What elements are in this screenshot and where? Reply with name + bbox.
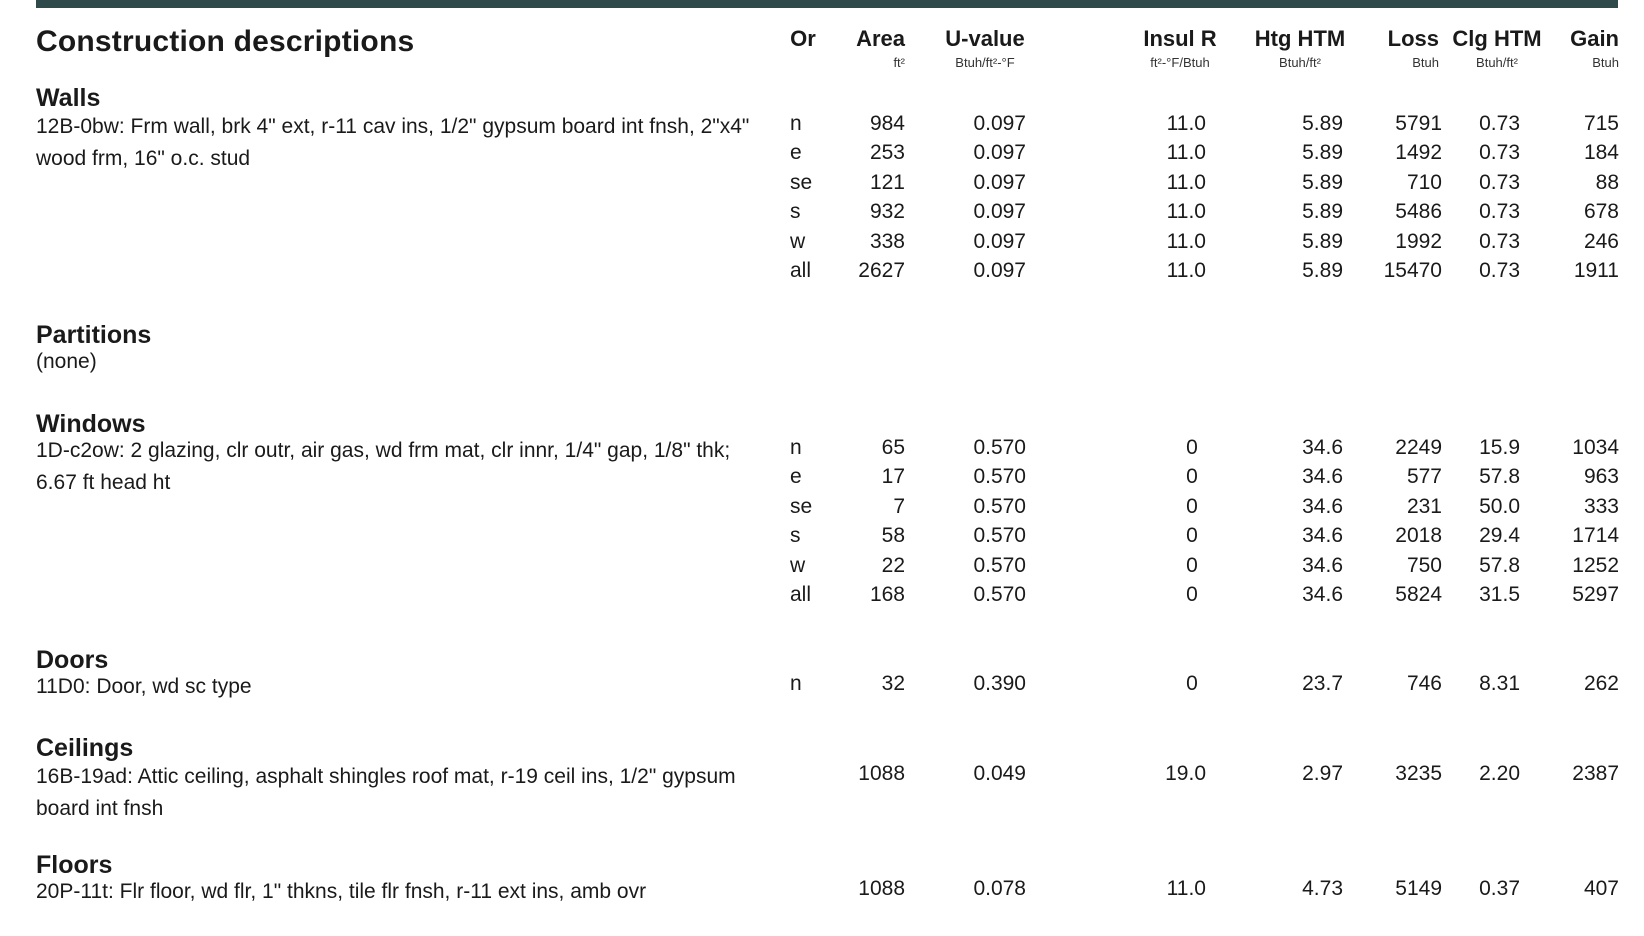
table-cell: 710 — [1406, 170, 1442, 194]
table-cell: 5.89 — [1302, 112, 1343, 135]
table-cell: 0 — [1186, 672, 1198, 695]
section-heading: Floors — [36, 851, 113, 879]
section-heading: Ceilings — [36, 734, 134, 762]
table-cell: 0.097 — [973, 170, 1026, 194]
column-header: Clg HTM — [1452, 26, 1542, 51]
section-heading: Walls — [36, 84, 101, 112]
table-cell: 11.0 — [1166, 112, 1206, 135]
table-cell: w — [790, 229, 806, 253]
table-cell: 5.89 — [1302, 141, 1343, 165]
table-cell: 88 — [1595, 170, 1619, 194]
table-cell: 5297 — [1572, 583, 1619, 606]
table-cell: e — [790, 141, 802, 165]
section-description: 20P-11t: Flr floor, wd flr, 1" thkns, tile flr fnsh, r-11 ext ins, amb ovr — [36, 880, 647, 903]
table-cell: 0.73 — [1479, 170, 1520, 194]
table-cell: 253 — [869, 141, 905, 165]
table-cell: 0 — [1186, 553, 1198, 577]
table-cell: 3235 — [1395, 762, 1442, 785]
column-header: Gain — [1570, 26, 1619, 51]
table-cell: 11.0 — [1166, 229, 1206, 253]
column-header: U-value — [945, 26, 1025, 51]
table-cell: 2249 — [1395, 436, 1442, 459]
table-cell: 0 — [1186, 494, 1198, 518]
table-cell: 0.097 — [973, 200, 1026, 224]
page-title: Construction descriptions — [36, 25, 415, 58]
table-cell: 0.73 — [1479, 141, 1520, 165]
table-cell: se — [790, 494, 813, 518]
table-cell: 984 — [869, 112, 905, 135]
table-cell: 5.89 — [1302, 200, 1343, 224]
section-description: 16B-19ad: Attic ceiling, asphalt shingles roof mat, r-19 ceil ins, 1/2" gypsum board int fnsh — [36, 765, 736, 820]
table-cell: 5.89 — [1302, 170, 1343, 194]
table-cell: 1992 — [1395, 229, 1442, 253]
table-cell: all — [790, 583, 812, 606]
table-cell: 333 — [1583, 494, 1619, 518]
table-cell: 1492 — [1395, 141, 1442, 165]
table-cell: 11.0 — [1166, 877, 1206, 900]
table-cell: 50.0 — [1479, 494, 1520, 518]
table-cell: 4.73 — [1302, 877, 1343, 900]
table-cell: w — [790, 553, 806, 577]
table-cell: 2.20 — [1479, 762, 1520, 785]
table-cell: 0.390 — [973, 672, 1026, 695]
table-cell: 0.049 — [973, 762, 1026, 785]
table-cell: 746 — [1406, 672, 1442, 695]
table-cell: 15470 — [1383, 259, 1442, 282]
table-cell: 34.6 — [1302, 524, 1343, 548]
table-cell: 121 — [869, 170, 905, 194]
table-cell: 0.73 — [1479, 112, 1520, 135]
section-description: (none) — [36, 350, 97, 373]
table-cell: 57.8 — [1479, 465, 1520, 489]
table-cell: 0.570 — [973, 494, 1026, 518]
table-cell: 577 — [1406, 465, 1442, 489]
table-cell: s — [790, 524, 801, 548]
table-cell: 7 — [893, 494, 905, 518]
table-cell: 65 — [881, 436, 905, 459]
table-cell: 34.6 — [1302, 436, 1343, 459]
table-cell: 15.9 — [1479, 436, 1520, 459]
table-cell: 22 — [881, 553, 905, 577]
table-cell: se — [790, 170, 813, 194]
table-cell: 0 — [1186, 524, 1198, 548]
table-cell: 11.0 — [1166, 200, 1206, 224]
section-description: 12B-0bw: Frm wall, brk 4" ext, r-11 cav ins, 1/2" gypsum board int fnsh, 2"x4" wood frm, 16" o.c. stud — [36, 115, 750, 170]
table-cell: 2.97 — [1302, 762, 1343, 785]
column-unit: Btuh/ft²-°F — [955, 55, 1015, 70]
table-cell: 715 — [1583, 112, 1619, 135]
table-cell: 1088 — [858, 762, 905, 785]
section-description: 11D0: Door, wd sc type — [36, 675, 252, 698]
table-cell: 31.5 — [1479, 583, 1520, 606]
table-cell: 34.6 — [1302, 494, 1343, 518]
table-cell: 0.570 — [973, 524, 1026, 548]
section-description: 1D-c2ow: 2 glazing, clr outr, air gas, wd frm mat, clr innr, 1/4" gap, 1/8" thk; 6.67 ft head ht — [36, 439, 731, 494]
table-cell: 2387 — [1572, 762, 1619, 785]
table-cell: 0 — [1186, 436, 1198, 459]
table-cell: 1088 — [858, 877, 905, 900]
table-cell: 0 — [1186, 583, 1198, 606]
table-cell: 5.89 — [1302, 229, 1343, 253]
table-cell: 29.4 — [1479, 524, 1520, 548]
table-cell: 34.6 — [1302, 583, 1343, 606]
table-cell: s — [790, 200, 801, 224]
table-cell: 23.7 — [1302, 672, 1343, 695]
table-cell: 0.570 — [973, 553, 1026, 577]
table-cell: 34.6 — [1302, 465, 1343, 489]
table-cell: 963 — [1583, 465, 1619, 489]
table-cell: e — [790, 465, 802, 489]
table-cell: 8.31 — [1479, 672, 1520, 695]
table-cell: 678 — [1583, 200, 1619, 224]
column-unit: Btuh/ft² — [1279, 55, 1321, 70]
table-cell: 5791 — [1395, 112, 1442, 135]
table-cell: 0.570 — [973, 465, 1026, 489]
table-cell: 5149 — [1395, 877, 1442, 900]
table-cell: 0.570 — [973, 583, 1026, 606]
table-cell: 2018 — [1395, 524, 1442, 548]
column-header: Htg HTM — [1254, 26, 1346, 51]
table-cell: 0.078 — [973, 877, 1026, 900]
header-rule — [36, 0, 1618, 8]
table-cell: 0 — [1186, 465, 1198, 489]
table-cell: 231 — [1406, 494, 1442, 518]
table-cell: 1252 — [1572, 553, 1619, 577]
table-cell: 407 — [1583, 877, 1619, 900]
table-cell: 5.89 — [1302, 259, 1343, 282]
table-cell: n — [790, 436, 802, 459]
table-cell: 0.097 — [973, 229, 1026, 253]
column-header: Insul R — [1143, 26, 1217, 51]
table-cell: 1034 — [1572, 436, 1619, 459]
column-unit: Btuh — [1412, 55, 1439, 70]
table-cell: 184 — [1583, 141, 1619, 165]
table-cell: 11.0 — [1166, 259, 1206, 282]
table-cell: 5486 — [1395, 200, 1442, 224]
table-cell: 0.097 — [973, 112, 1026, 135]
table-cell: 19.0 — [1165, 762, 1206, 785]
table-cell: all — [790, 259, 812, 282]
column-unit: Btuh — [1592, 55, 1619, 70]
table-cell: 168 — [869, 583, 905, 606]
table-cell: 34.6 — [1302, 553, 1343, 577]
column-header: Or — [790, 26, 816, 51]
column-unit: ft²-°F/Btuh — [1150, 55, 1210, 70]
table-cell: 0.73 — [1479, 229, 1520, 253]
table-cell: 5824 — [1395, 583, 1442, 606]
table-cell: 750 — [1406, 553, 1442, 577]
table-cell: 32 — [881, 672, 905, 695]
table-cell: 0.570 — [973, 436, 1026, 459]
table-cell: 58 — [881, 524, 905, 548]
table-cell: 0.097 — [973, 259, 1026, 282]
table-cell: 17 — [881, 465, 905, 489]
table-cell: 0.097 — [973, 141, 1026, 165]
column-unit: Btuh/ft² — [1476, 55, 1518, 70]
table-cell: 932 — [869, 200, 905, 224]
table-cell: 2627 — [858, 259, 905, 282]
table-cell: 57.8 — [1479, 553, 1520, 577]
table-cell: 246 — [1583, 229, 1619, 253]
column-header: Area — [856, 26, 905, 51]
section-heading: Partitions — [36, 321, 152, 349]
table-cell: 1911 — [1573, 259, 1619, 282]
table-cell: 11.0 — [1166, 170, 1206, 194]
section-heading: Windows — [36, 410, 146, 438]
column-header: Loss — [1387, 26, 1439, 51]
column-unit: ft² — [893, 55, 905, 70]
table-cell: n — [790, 112, 802, 135]
table-cell: n — [790, 672, 802, 695]
table-cell: 338 — [869, 229, 905, 253]
table-cell: 262 — [1583, 672, 1619, 695]
table-cell: 1714 — [1572, 524, 1619, 548]
table-cell: 0.73 — [1479, 200, 1520, 224]
table-cell: 11.0 — [1166, 141, 1206, 165]
section-heading: Doors — [36, 646, 109, 674]
table-cell: 0.37 — [1479, 877, 1520, 900]
table-cell: 0.73 — [1479, 259, 1520, 282]
